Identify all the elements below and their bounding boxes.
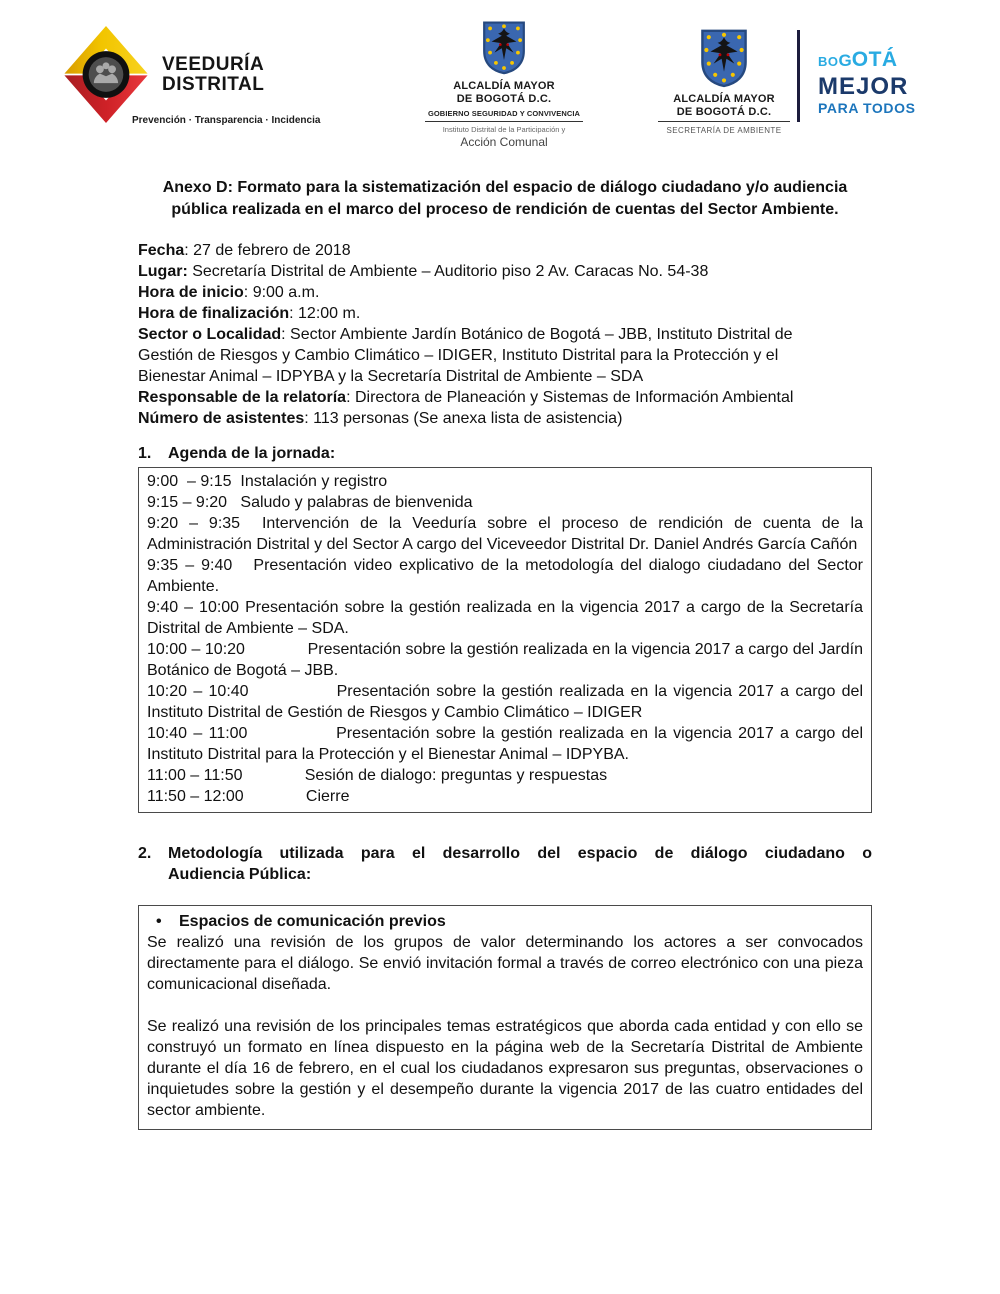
document-title: Anexo D: Formato para la sistematización del espacio de diálogo ciudadano y/o audiencia pública realizada en el marco del proceso de rendición de cuentas del Sector Ambiente.	[162, 179, 848, 218]
methodology-bullet-heading: • Espacios de comunicación previos	[156, 913, 446, 930]
divider-rule	[658, 121, 790, 122]
idpac-alcaldia-line2: DE BOGOTÁ D.C.	[456, 92, 552, 105]
section2-heading	[138, 843, 872, 885]
veeduria-eye-icon	[62, 26, 150, 123]
bogota-shield-icon	[482, 20, 526, 75]
section1-title: Agenda de la jornada:	[168, 445, 336, 462]
veeduria-distrital-logo	[62, 26, 320, 126]
bogota-mejor-para-todos-logo	[818, 48, 958, 117]
bullet-icon: •	[156, 913, 162, 930]
section1-number: 1.	[138, 445, 152, 462]
metadata-block	[138, 240, 833, 429]
ambiente-alcaldia-line1: ALCALDÍA MAYOR	[673, 93, 775, 105]
agenda-item: 10:40 – 11:00 Presentación sobre la gestión realizada en la vigencia 2017 a cargo del Instituto Distrital para la Protección y el Bienestar Animal – IDPYBA.	[147, 725, 863, 763]
vertical-divider	[797, 30, 800, 122]
section1-heading	[138, 443, 872, 464]
methodology-box	[138, 905, 872, 1130]
idpac-gobierno-label: GOBIERNO SEGURIDAD Y CONVIVENCIA	[425, 109, 583, 122]
methodology-paragraph-2: Se realizó una revisión de los principales temas estratégicos que aborda cada entidad y con ello se construyó un formato en línea dispuesto en la página web de la Secretaría Distrital de Ambiente durante el día 16 de febrero, en el cual los ciudadanos expresaron sus preguntas, observaciones o inquietudes sobre la gestión y el desempeño durante la vigencia 2017 de las cuatro entidades del sector ambiente.	[147, 1018, 863, 1119]
methodology-paragraph-1: Se realizó una revisión de los grupos de valor determinando los actores a ser convocados directamente para el diálogo. Se envió invitación formal a través de correo electrónico con una pieza comunicacional diseñada.	[147, 934, 863, 993]
agenda-item: 10:00 – 10:20 Presentación sobre la gestión realizada en la vigencia 2017 a cargo del Jardín Botánico de Bogotá – JBB.	[147, 641, 863, 679]
meta-fecha: Fecha: 27 de febrero de 2018	[138, 242, 351, 259]
section2-title: Metodología utilizada para el desarrollo del espacio de diálogo ciudadano o Audiencia Pública:	[168, 845, 872, 883]
idpac-alcaldia-line1: ALCALDÍA MAYOR	[453, 80, 555, 92]
meta-hora-inicio: Hora de inicio: 9:00 a.m.	[138, 284, 320, 301]
document-body	[0, 177, 1000, 1130]
meta-responsable: Responsable de la relatoría: Directora de Planeación y Sistemas de Información Ambiental	[138, 389, 794, 406]
agenda-item: 9:20 – 9:35 Intervención de la Veeduría sobre el proceso de rendición de cuenta de la Administración Distrital y del Sector A cargo del Viceveedor Distrital Dr. Daniel Andrés García Cañón	[147, 515, 863, 553]
agenda-box	[138, 467, 872, 813]
idpac-accion-comunal-label: Acción Comunal	[460, 135, 548, 149]
bmpt-bogota-line: BO G OTÁ	[818, 48, 898, 71]
agenda-item: 9:40 – 10:00 Presentación sobre la gestión realizada en la vigencia 2017 a cargo de la Secretaría Distrital de Ambiente – SDA.	[147, 599, 863, 637]
meta-asistentes: Número de asistentes: 113 personas (Se anexa lista de asistencia)	[138, 410, 623, 427]
bogota-shield-icon	[700, 28, 748, 88]
meta-sector: Sector o Localidad: Sector Ambiente Jardín Botánico de Bogotá – JBB, Instituto Distrital de Gestión de Riesgos y Cambio Climático – IDIGER, Instituto Distrital para la Protección y el Bienestar Animal – IDPYBA y la Secretaría Distrital de Ambiente – SDA	[138, 326, 793, 385]
veeduria-tagline: Prevención · Transparencia · Incidencia	[132, 115, 321, 126]
secretaria-ambiente-logo	[658, 28, 790, 135]
idpac-instituto-label: Instituto Distrital de la Participación y	[442, 125, 566, 134]
bmpt-para-todos-line: PARA TODOS	[818, 100, 916, 116]
meta-lugar: Lugar: Secretaría Distrital de Ambiente – Auditorio piso 2 Av. Caracas No. 54-38	[138, 263, 709, 280]
agenda-item: 9:35 – 9:40 Presentación video explicativo de la metodología del dialogo ciudadano del Sector Ambiente.	[147, 557, 863, 595]
secretaria-ambiente-label: SECRETARÍA DE AMBIENTE	[666, 126, 782, 135]
ambiente-alcaldia-line2: DE BOGOTÁ D.C.	[676, 105, 772, 118]
meta-hora-fin: Hora de finalización: 12:00 m.	[138, 305, 361, 322]
bmpt-mejor-line: MEJOR	[818, 73, 909, 100]
agenda-item: 10:20 – 10:40 Presentación sobre la gestión realizada en la vigencia 2017 a cargo del Instituto Distrital de Gestión de Riesgos y Cambio Climático – IDIGER	[147, 683, 863, 721]
agenda-item: 9:00 – 9:15 Instalación y registro	[147, 473, 388, 490]
agenda-item: 11:50 – 12:00 Cierre	[147, 788, 350, 805]
agenda-item: 9:15 – 9:20 Saludo y palabras de bienvenida	[147, 494, 473, 511]
agenda-item: 11:00 – 11:50 Sesión de dialogo: preguntas y respuestas	[147, 767, 608, 784]
idpac-logo	[425, 20, 583, 149]
veeduria-name: VEEDURÍA DISTRITAL	[162, 53, 265, 95]
section2-number: 2.	[138, 845, 152, 862]
logo-header	[0, 0, 1000, 150]
